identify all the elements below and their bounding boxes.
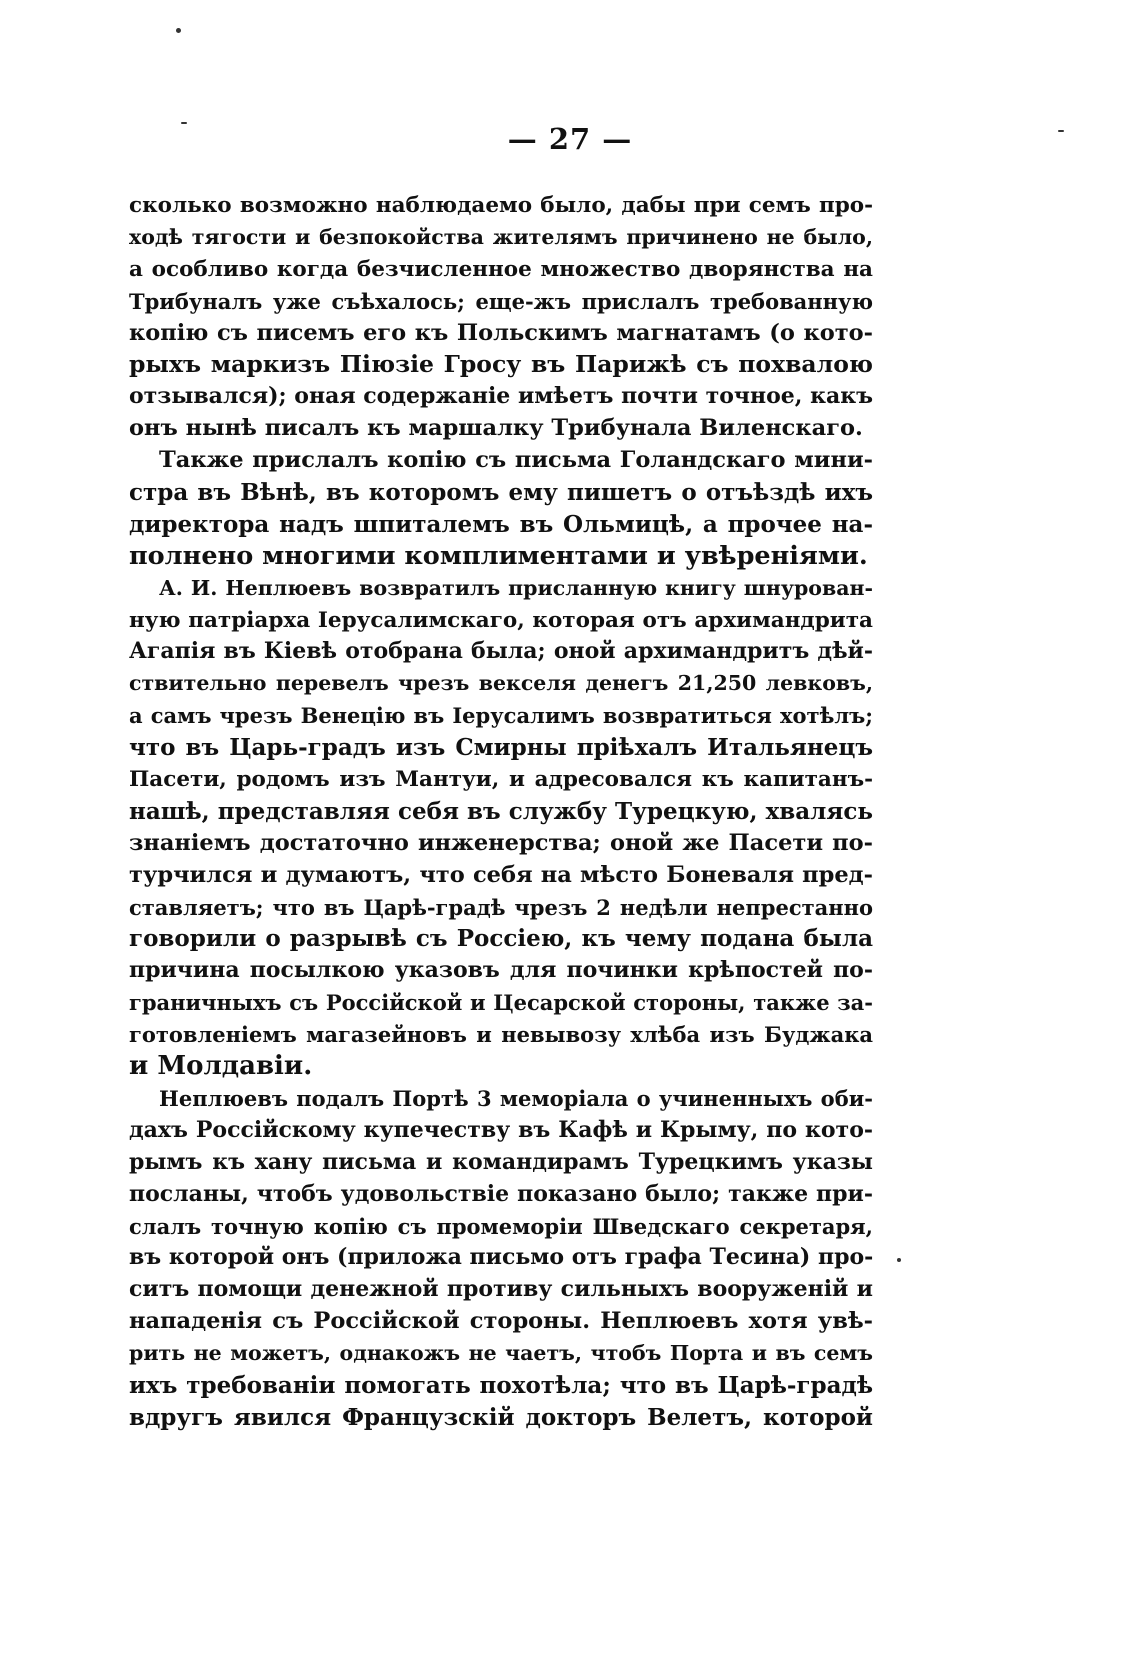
text-line: рыхъ маркизъ Піюзіе Гросу въ Парижѣ съ похвалою	[129, 350, 873, 379]
text-line: ную патріарха Іерусалимскаго, которая отъ архимандрита	[129, 607, 873, 633]
text-line: ходѣ тягости и безпокойства жителямъ причинено не было,	[129, 224, 873, 249]
text-line: причина посылкою указовъ для починки крѣпостей по-	[129, 957, 873, 984]
text-line: Пасети, родомъ изъ Мантуи, и адресовался къ капитанъ-	[129, 767, 873, 793]
text-line: вдругъ явился Французскій докторъ Велетъ, которой	[129, 1403, 873, 1431]
text-line: Неплюевъ подалъ Портѣ 3 меморіала о учиненныхъ оби-	[159, 1085, 873, 1111]
text-line: Также прислалъ копію съ письма Голандскаго мини-	[159, 447, 873, 474]
text-line: ствительно перевелъ чрезъ векселя денегъ 21,250 левковъ,	[129, 671, 873, 696]
text-line: дахъ Россійскому купечеству въ Кафѣ и Крыму, по кото-	[129, 1116, 873, 1143]
text-line: граничныхъ съ Россійской и Цесарской стороны, также за-	[129, 990, 873, 1016]
text-line: и Молдавіи.	[129, 1051, 313, 1082]
text-line: знаніемъ достаточно инженерства; оной же Пасети по-	[129, 829, 873, 856]
text-line: говорили о разрывѣ съ Россіею, къ чему подана была	[129, 925, 873, 953]
text-line: турчился и думаютъ, что себя на мѣсто Боневаля пред-	[129, 861, 873, 888]
text-line: онъ нынѣ писалъ къ маршалку Трибунала Виленскаго.	[129, 415, 863, 442]
text-line: посланы, чтобъ удовольствіе показано было; также при-	[129, 1180, 873, 1207]
text-line: слалъ точную копію съ промеморіи Шведскаго секретаря,	[129, 1213, 873, 1239]
text-line: въ которой онъ (приложа письмо отъ графа Тесина) про-	[129, 1244, 873, 1271]
text-line: сколько возможно наблюдаемо было, дабы при семъ про-	[129, 193, 873, 218]
body-text	[129, 190, 873, 1434]
text-line: копію съ писемъ его къ Польскимъ магнатамъ (о кото-	[129, 319, 873, 346]
text-line: ихъ требованіи помогать похотѣла; что въ Царѣ-градѣ	[129, 1371, 873, 1399]
page-number: — 27 —	[507, 122, 633, 156]
text-line: полнено многими комплиментами и увѣреніями.	[129, 540, 868, 571]
speck-mark	[176, 28, 181, 33]
text-line: рымъ къ хану письма и командирамъ Турецкимъ указы	[129, 1148, 873, 1175]
text-line: стра въ Вѣнѣ, въ которомъ ему пишетъ о отъѣздѣ ихъ	[129, 479, 873, 507]
text-line: отзывался); оная содержаніе имѣетъ почти точное, какъ	[129, 383, 873, 410]
text-line: что въ Царь-градъ изъ Смирны пріѣхалъ Итальянецъ	[129, 734, 873, 762]
text-line: А. И. Неплюевъ возвратилъ присланную книгу шнурован-	[159, 575, 873, 600]
text-line: нашѣ, представляя себя въ службу Турецкую, хвалясь	[129, 797, 873, 825]
speck-mark	[897, 1258, 901, 1262]
text-line: Агапія въ Кіевѣ отобрана была; оной архимандритъ дѣй-	[129, 638, 873, 665]
text-line: ставляетъ; что въ Царѣ-градѣ чрезъ 2 недѣли непрестанно	[129, 894, 873, 920]
text-line: ситъ помощи денежной противу сильныхъ вооруженій и	[129, 1276, 873, 1303]
text-line: рить не можетъ, однакожъ не чаетъ, чтобъ Порта и въ семъ	[129, 1341, 873, 1366]
text-line: Трибуналъ уже съѣхалось; еще-жъ прислалъ требованную	[129, 288, 873, 314]
text-line: а особливо когда безчисленное множество дворянства на	[129, 256, 873, 282]
text-line: директора надъ шпиталемъ въ Ольмицѣ, а прочее на-	[129, 510, 873, 538]
text-line: нападенія съ Россійской стороны. Неплюевъ хотя увѣ-	[129, 1308, 873, 1335]
text-line: готовленіемъ магазейновъ и невывозу хлѣба изъ Буджака	[129, 1022, 873, 1048]
text-line: а самъ чрезъ Венецію въ Іерусалимъ возвратиться хотѣлъ;	[129, 703, 873, 729]
